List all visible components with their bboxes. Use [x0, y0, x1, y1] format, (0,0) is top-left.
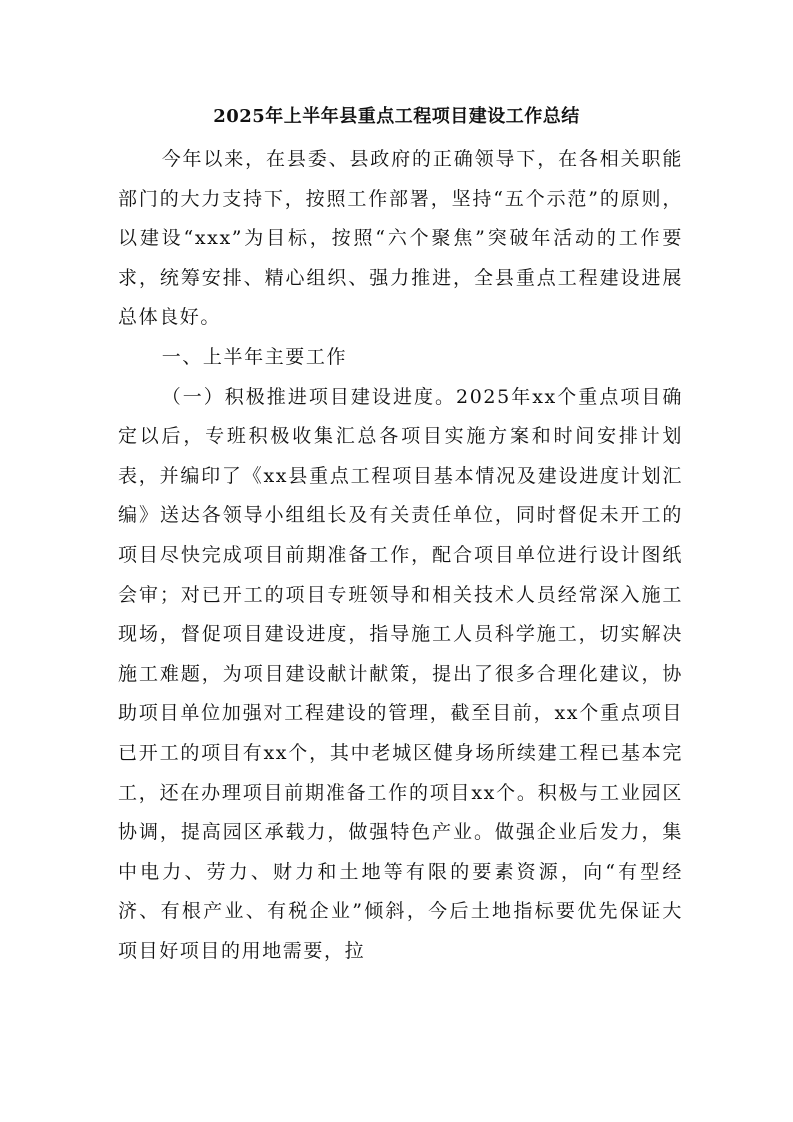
document-title: 2025年上半年县重点工程项目建设工作总结 — [213, 106, 580, 127]
document-body — [118, 140, 683, 971]
intro-paragraph: 今年以来，在县委、县政府的正确领导下，在各相关职能部门的大力支持下，按照工作部署，坚持“五个示范”的原则，以建设“xxx”为目标，按照“六个聚焦”突破年活动的工作要求，统筹安排、精心组织、强力推进，全县重点工程建设进展总体良好。 — [118, 148, 683, 329]
section-paragraph: （一）积极推进项目建设进度。2025年xx个重点项目确定以后，专班积极收集汇总各项目实施方案和时间安排计划表，并编印了《xx县重点工程项目基本情况及建设进度计划汇编》送达各领导小组组长及有关责任单位，同时督促未开工的项目尽快完成项目前期准备工作，配合项目单位进行设计图纸会审；对已开工的项目专班领导和相关技术人员经常深入施工现场，督促项目建设进度，指导施工人员科学施工，切实解决施工难题，为项目建设献计献策，提出了很多合理化建议，协助项目单位加强对工程建设的管理，截至目前，xx个重点项目已开工的项目有xx个，其中老城区健身场所续建工程已基本完工，还在办理项目前期准备工作的项目xx个。积极与工业园区协调，提高园区承载力，做强特色产业。做强企业后发力，集中电力、劳力、财力和土地等有限的要素资源，向“有型经济、有根产业、有税企业”倾斜，今后土地指标要优先保证大项目好项目的用地需要，拉 — [118, 385, 683, 962]
section-heading: 一、上半年主要工作 — [161, 345, 348, 368]
